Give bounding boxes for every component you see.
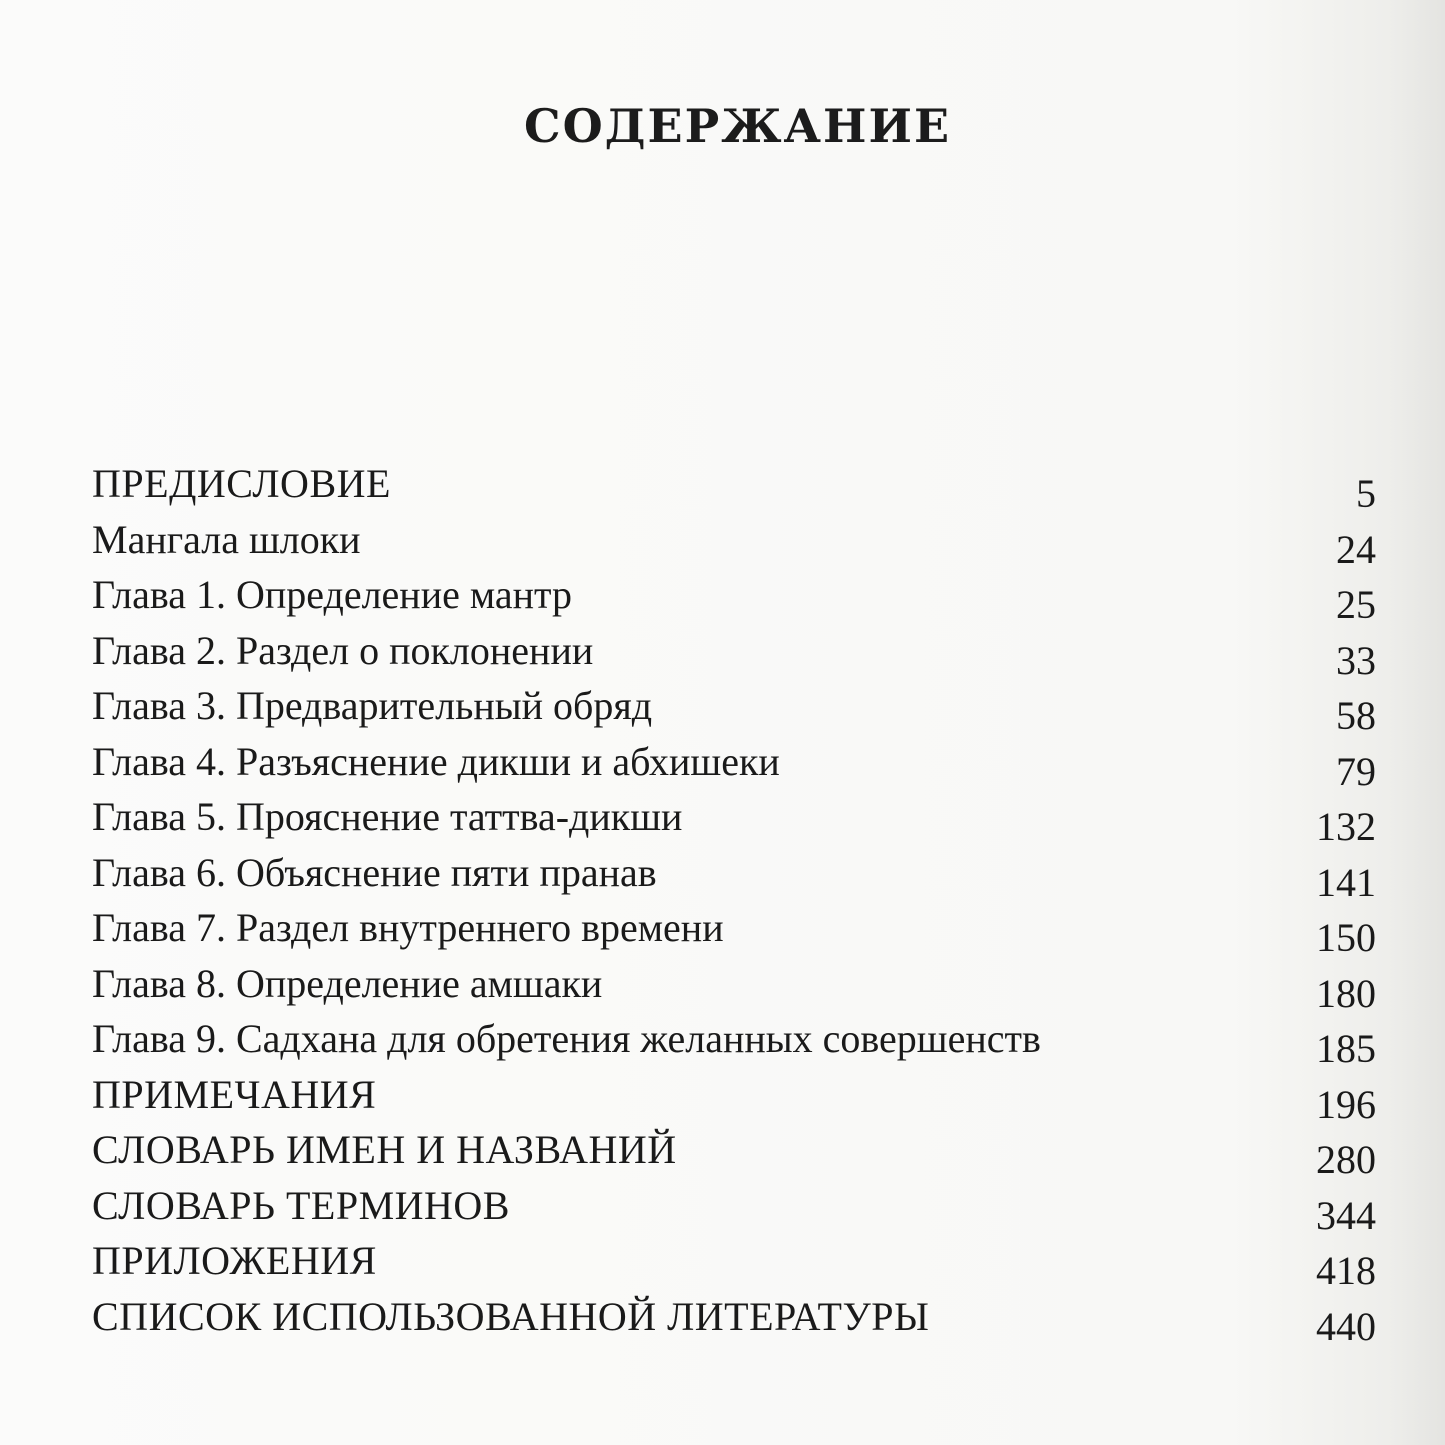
toc-entry-label: СЛОВАРЬ ТЕРМИНОВ: [92, 1182, 510, 1228]
toc-entry-page: 58: [1336, 693, 1376, 738]
toc-entry: [92, 678, 1376, 738]
toc-entry-label: Глава 5. Прояснение таттва-дикши: [92, 794, 683, 839]
toc-entry: [92, 623, 1376, 683]
toc-entry: [92, 789, 1376, 849]
toc-entry-page: 418: [1316, 1248, 1376, 1293]
toc-entry: [92, 1067, 1376, 1127]
toc-entry: [92, 900, 1376, 960]
toc-entry-label: Глава 7. Раздел внутреннего времени: [92, 905, 724, 950]
toc-entry-label: СЛОВАРЬ ИМЕН И НАЗВАНИЙ: [92, 1127, 677, 1172]
toc-entry-label: ПРИЛОЖЕНИЯ: [92, 1238, 377, 1283]
toc-entry-label: ПРЕДИСЛОВИЕ: [92, 461, 391, 506]
toc-entry-label: Глава 4. Разъяснение дикши и абхишеки: [92, 738, 780, 784]
toc-entry-page: 79: [1336, 748, 1376, 794]
toc-entry-label: Глава 2. Раздел о поклонении: [92, 627, 594, 673]
toc-entry-label: Мангала шлоки: [92, 516, 361, 562]
toc-entry-page: 5: [1356, 471, 1376, 516]
toc-entry-page: 280: [1316, 1137, 1376, 1182]
toc-entry: [92, 1289, 1376, 1349]
toc-entry: [92, 1233, 1376, 1293]
toc-entry-page: 185: [1316, 1026, 1376, 1071]
toc-entry-label: Глава 8. Определение амшаки: [92, 960, 603, 1006]
toc-entry: [92, 512, 1376, 572]
toc-entry: [92, 567, 1376, 627]
toc-entry-label: СПИСОК ИСПОЛЬЗОВАННОЙ ЛИТЕРАТУРЫ: [92, 1293, 930, 1339]
toc-entry: [92, 456, 1376, 516]
toc-entry: [92, 956, 1376, 1016]
toc-entry-page: 440: [1316, 1303, 1376, 1349]
toc-entry-page: 180: [1316, 970, 1376, 1016]
toc-entry-label: ПРИМЕЧАНИЯ: [92, 1071, 377, 1117]
toc-entry-page: 25: [1336, 582, 1376, 627]
toc-entry: [92, 1178, 1376, 1238]
toc-entry: [92, 845, 1376, 905]
toc-entry-label: Глава 3. Предварительный обряд: [92, 683, 653, 728]
toc-entry: [92, 1122, 1376, 1182]
toc-entry-label: Глава 1. Определение мантр: [92, 572, 573, 617]
toc-entry-page: 196: [1316, 1081, 1376, 1127]
toc-entry-page: 33: [1336, 637, 1376, 683]
toc-entry-page: 24: [1336, 526, 1376, 572]
toc-entry: [92, 1011, 1376, 1071]
toc-entry-label: Глава 9. Садхана для обретения желанных совершенств: [92, 1016, 1041, 1061]
toc-entry-page: 150: [1316, 915, 1376, 960]
toc-entry: [92, 734, 1376, 794]
toc-entry-page: 344: [1316, 1192, 1376, 1238]
toc-entry-page: 132: [1316, 804, 1376, 849]
table-of-contents: [92, 456, 1376, 1349]
page-title: СОДЕРЖАНИЕ: [523, 98, 952, 153]
toc-entry-page: 141: [1316, 859, 1376, 905]
toc-entry-label: Глава 6. Объяснение пяти пранав: [92, 849, 657, 895]
